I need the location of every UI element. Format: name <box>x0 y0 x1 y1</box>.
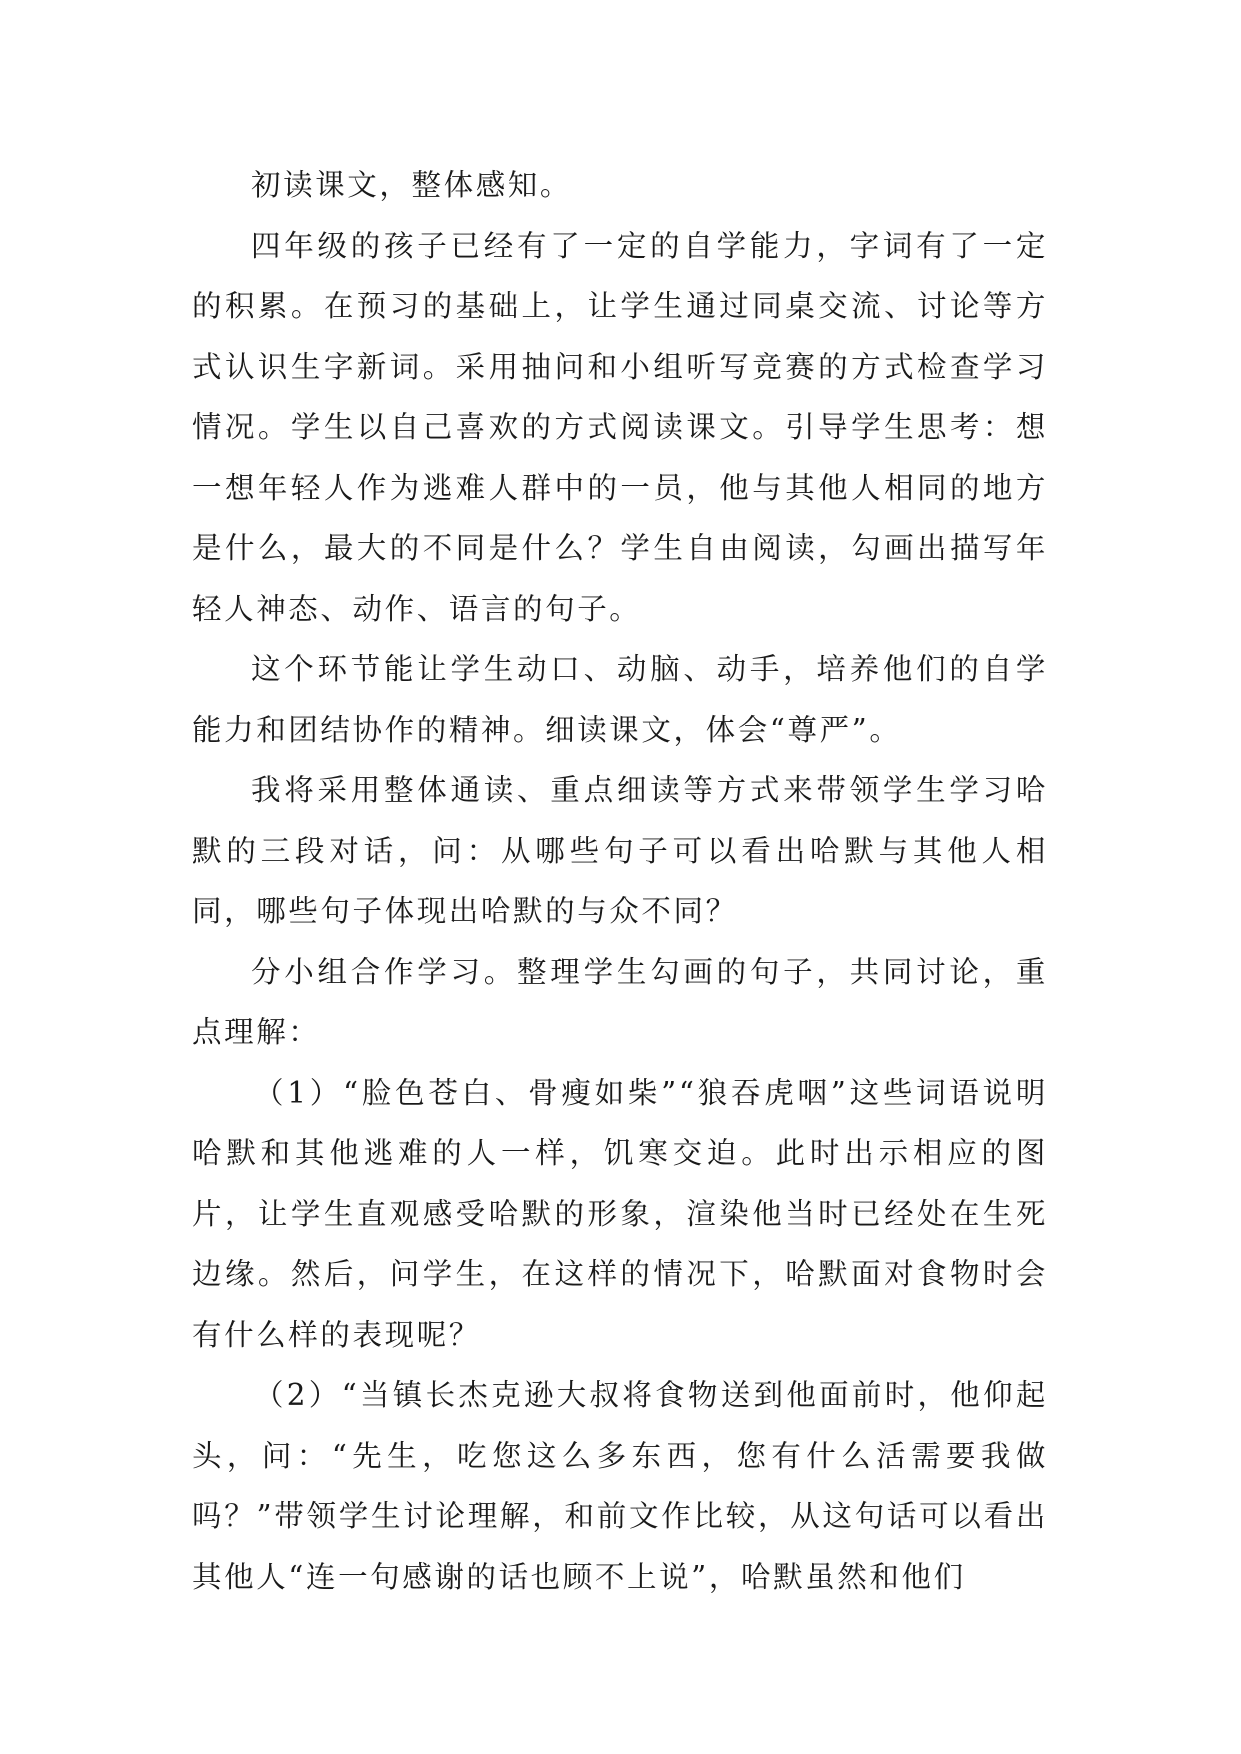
paragraph-intro: 初读课文，整体感知。 <box>251 168 573 202</box>
document-body <box>192 155 1048 1607</box>
paragraph-group-study: 分小组合作学习。整理学生勾画的句子，共同讨论，重点理解： <box>192 954 1048 1049</box>
paragraph-point-2: （2）“当镇长杰克逊大叔将食物送到他面前时，他仰起头，问：“先生，吃您这么多东西，您有什么活需要我做吗？”带领学生讨论理解，和前文作比较，从这句话可以看出其他人“连一句感谢的话也顾不上说”，哈默虽然和他们 <box>192 1378 1048 1594</box>
paragraph-self-study: 四年级的孩子已经有了一定的自学能力，字词有了一定的积累。在预习的基础上，让学生通过同桌交流、讨论等方式认识生字新词。采用抽问和小组听写竞赛的方式检查学习情况。学生以自己喜欢的方式阅读课文。引导学生思考：想一想年轻人作为逃难人群中的一员，他与其他人相同的地方是什么，最大的不同是什么？学生自由阅读，勾画出描写年轻人神态、动作、语言的句子。 <box>192 228 1048 626</box>
paragraph-ability: 这个环节能让学生动口、动脑、动手，培养他们的自学能力和团结协作的精神。细读课文，体会“尊严”。 <box>192 652 1048 747</box>
paragraph-dialogue: 我将采用整体通读、重点细读等方式来带领学生学习哈默的三段对话，问：从哪些句子可以看出哈默与其他人相同，哪些句子体现出哈默的与众不同？ <box>192 773 1048 928</box>
paragraph-point-1: （1）“脸色苍白、骨瘦如柴”“狼吞虎咽”这些词语说明哈默和其他逃难的人一样，饥寒交迫。此时出示相应的图片，让学生直观感受哈默的形象，渲染他当时已经处在生死边缘。然后，问学生，在这样的情况下，哈默面对食物时会有什么样的表现呢？ <box>192 1075 1048 1352</box>
